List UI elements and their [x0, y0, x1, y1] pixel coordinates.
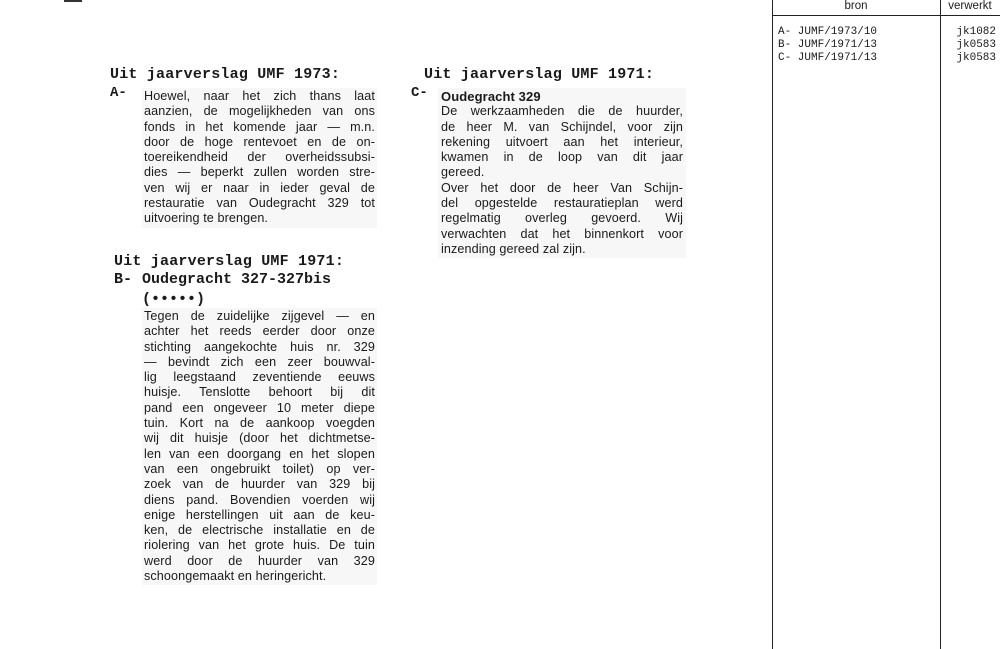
section-b-heading: Uit jaarverslag UMF 1971: — [114, 253, 345, 270]
article-line: door de hoge rentevoet en de on- — [144, 134, 375, 149]
article-line: enige herstellingen uit aan de keu- — [144, 507, 375, 522]
section-b-stars: (•••••) — [142, 291, 206, 308]
article-line: diens pand. Bovendien voerden wij — [144, 492, 375, 507]
article-line: achter het reeds eerder door onze — [144, 324, 375, 339]
table-source-2: B- JUMF/1971/13 — [778, 39, 878, 51]
section-c-label: C- — [411, 85, 428, 101]
section-c-clipping — [438, 88, 686, 258]
article-line: huisje. Tenslotte behoort bij dit — [144, 385, 375, 400]
section-a-label: A- — [110, 85, 127, 101]
article-line: ven wij er naar in ieder geval de — [144, 180, 375, 195]
article-line: Tegen de zuidelijke zijgevel — en — [144, 309, 375, 323]
table-ref-3: jk0583 — [956, 52, 996, 64]
article-line: toereikendheid der overheidssubsi- — [144, 150, 375, 165]
table-source-1: A- JUMF/1973/10 — [778, 26, 878, 38]
article-line: van een ongebruikt toilet) op ver- — [144, 461, 375, 476]
article-line: restauratie van Oudegracht 329 tot — [144, 196, 375, 211]
table-header-rule — [772, 15, 1000, 16]
article-line: del opgestelde restauratieplan werd — [441, 196, 683, 211]
article-line: uitvoering te brengen. — [144, 211, 269, 226]
article-line: wij dit huisje (door het dichtmetse- — [144, 431, 375, 446]
article-line: rekening uitvoert aan het interieur, — [441, 134, 683, 149]
article-line: gereed. — [441, 165, 485, 180]
section-a-clipping — [142, 88, 377, 228]
table-ref-2: jk0583 — [956, 39, 996, 51]
article-line: aanzien, de mogelijkheden van ons — [144, 104, 375, 119]
article-line: werd door de huurder van 329 — [144, 553, 375, 568]
article-line: zoek van de huurder van 329 bij — [144, 477, 375, 492]
article-line: dies — beperkt zullen worden stre- — [144, 165, 375, 180]
article-line: tuin. Kort na de aankoop voegden — [144, 416, 375, 431]
section-b-clipping — [142, 308, 377, 585]
article-line: inzending gereed zal zijn. — [441, 241, 586, 256]
article-line: stichting aangekochte huis nr. 329 — [144, 339, 375, 354]
table-source-3: C- JUMF/1971/13 — [778, 52, 878, 64]
table-header-processed: verwerkt — [948, 0, 992, 12]
article-line: pand een ongeveer 10 meter diepe — [144, 400, 375, 415]
article-line: De werkzaamheden die de huurder, — [441, 104, 683, 119]
section-c-heading: Uit jaarverslag UMF 1971: — [424, 66, 655, 83]
table-left-border — [772, 0, 773, 649]
section-a-heading: Uit jaarverslag UMF 1973: — [110, 66, 341, 83]
article-line: ken, de electrische installatie en de — [144, 523, 375, 538]
article-line: fonds in het komende jaar — m.n. — [144, 119, 375, 134]
section-c-title: Oudegracht 329 — [441, 89, 541, 104]
scan-mark — [64, 0, 82, 2]
article-line: verwachten dat het binnenkort voor — [441, 226, 683, 241]
article-line: len van een doorgang en het slopen — [144, 446, 375, 461]
article-line: lig leegstaand zeventiende eeuws — [144, 370, 375, 385]
article-line: riolering van het grote huis. De tuin — [144, 538, 375, 553]
article-line: schoongemaakt en heringericht. — [144, 569, 327, 584]
table-ref-1: jk1082 — [956, 26, 996, 38]
section-b-title: Oudegracht 327-327bis — [142, 271, 332, 288]
article-line: de heer M. van Schijndel, voor zijn — [441, 119, 683, 134]
article-line: Hoewel, naar het zich thans laat — [144, 89, 375, 103]
article-line: Over het door de heer Van Schijn- — [441, 180, 683, 195]
article-line: regelmatig overleg gevoerd. Wij — [441, 211, 683, 226]
article-line: — bevindt zich een zeer bouwval- — [144, 354, 375, 369]
article-line: kwamen in de loop van dit jaar — [441, 150, 683, 165]
section-b-label: B- — [114, 271, 133, 288]
table-header-source: bron — [844, 0, 868, 12]
table-divider — [940, 0, 941, 649]
